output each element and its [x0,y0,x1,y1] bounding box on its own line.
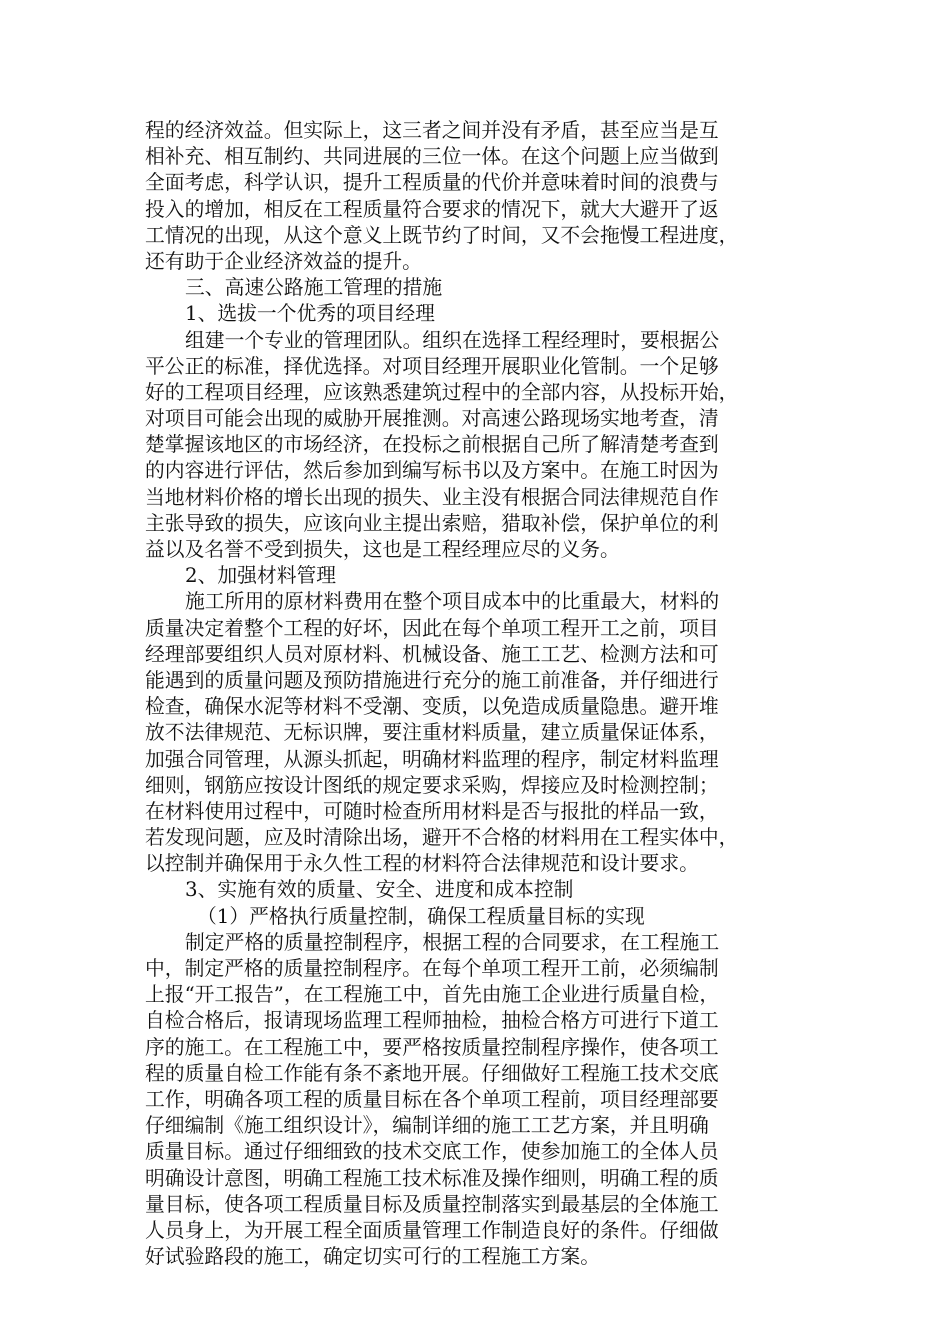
text-line: 加强合同管理，从源头抓起，明确材料监理的程序，制定材料监理 [145,747,719,771]
text-line: 制定严格的质量控制程序，根据工程的合同要求，在工程施工 [185,930,720,954]
text-line: 2、加强材料管理 [185,564,337,588]
text-line: 以控制并确保用于永久性工程的材料符合法律规范和设计要求。 [145,852,699,876]
text-line: 主张导致的损失，应该向业主提出索赔，猎取补偿，保护单位的利 [145,511,719,535]
text-line: 人员身上，为开展工程全面质量管理工作制造良好的条件。仔细做 [145,1218,719,1242]
text-line: 投入的增加，相反在工程质量符合要求的情况下，就大大避开了返 [145,197,719,221]
text-line: 中，制定严格的质量控制程序。在每个单项工程开工前，必须编制 [145,957,719,980]
text-line: 放不法律规范、无标识牌，要注重材料质量，建立质量保证体系， [145,721,719,745]
text-line: 检查，确保水泥等材料不受潮、变质，以免造成质量隐患。避开堆 [145,695,719,719]
text-line: 量目标，使各项工程质量目标及质量控制落实到最基层的全体施工 [145,1192,719,1216]
text-line: 好试验路段的施工，确定切实可行的工程施工方案。 [145,1245,600,1269]
text-line: 质量目标。通过仔细细致的技术交底工作，使参加施工的全体人员 [145,1140,719,1164]
text-line: 经理部要组织人员对原材料、机械设备、施工工艺、检测方法和可 [145,642,719,666]
text-line: 在材料使用过程中，可随时检查所用材料是否与报批的样品一致， [145,799,719,823]
text-line: 当地材料价格的增长出现的损失、业主没有根据合同法律规范自作 [145,485,719,509]
text-line: 上报“开工报告”，在工程施工中，首先由施工企业进行质量自检， [145,983,720,1007]
text-line: 施工所用的原材料费用在整个项目成本中的比重最大，材料的 [185,590,720,614]
text-line: 全面考虑，科学认识，提升工程质量的代价并意味着时间的浪费与 [145,171,719,195]
text-line: （1）严格执行质量控制，确保工程质量目标的实现 [197,904,645,928]
text-line: 3、实施有效的质量、安全、进度和成本控制 [185,878,574,902]
text-line: 益以及名誉不受到损失，这也是工程经理应尽的义务。 [145,538,620,561]
text-line: 相补充、相互制约、共同进展的三位一体。在这个问题上应当做到 [145,145,719,169]
text-line: 的内容进行评估，然后参加到编写标书以及方案中。在施工时因为 [145,459,719,483]
text-line: 序的施工。在工程施工中，要严格按质量控制程序操作，使各项工 [145,1035,719,1059]
text-line: 程的质量自检工作能有条不紊地开展。仔细做好工程施工技术交底 [145,1061,719,1085]
text-line: 平公正的标准，择优选择。对项目经理开展职业化管制。一个足够 [145,354,719,378]
text-line: 仔细编制《施工组织设计》，编制详细的施工工艺方案，并且明确 [145,1114,709,1138]
text-line: 若发现问题，应及时清除出场，避开不合格的材料用在工程实体中， [145,826,739,850]
text-line: 工情况的出现，从这个意义上既节约了时间，又不会拖慢工程进度， [145,223,739,247]
text-line: 1、选拔一个优秀的项目经理 [185,302,435,326]
text-line: 组建一个专业的管理团队。组织在选择工程经理时，要根据公 [185,328,720,352]
text-line: 三、高速公路施工管理的措施 [185,276,443,300]
text-line: 细则，钢筋应按设计图纸的规定要求采购，焊接应及时检测控制； [145,773,719,797]
text-line: 质量决定着整个工程的好坏，因此在每个单项工程开工之前，项目 [145,616,719,640]
text-line: 自检合格后，报请现场监理工程师抽检，抽检合格方可进行下道工 [145,1009,719,1033]
text-line: 还有助于企业经济效益的提升。 [145,249,422,273]
text-line: 程的经济效益。但实际上，这三者之间并没有矛盾，甚至应当是互 [145,119,719,142]
document-body [145,118,810,1270]
text-line: 楚掌握该地区的市场经济，在投标之前根据自己所了解清楚考查到 [145,433,719,457]
text-line: 好的工程项目经理，应该熟悉建筑过程中的全部内容，从投标开始， [145,380,739,404]
text-line: 对项目可能会出现的威胁开展推测。对高速公路现场实地考查，清 [145,407,719,431]
text-line: 能遇到的质量问题及预防措施进行充分的施工前准备，并仔细进行 [145,668,719,692]
text-line: 工作，明确各项工程的质量目标在各个单项工程前，项目经理部要 [145,1087,719,1111]
text-line: 明确设计意图，明确工程施工技术标准及操作细则，明确工程的质 [145,1166,719,1190]
